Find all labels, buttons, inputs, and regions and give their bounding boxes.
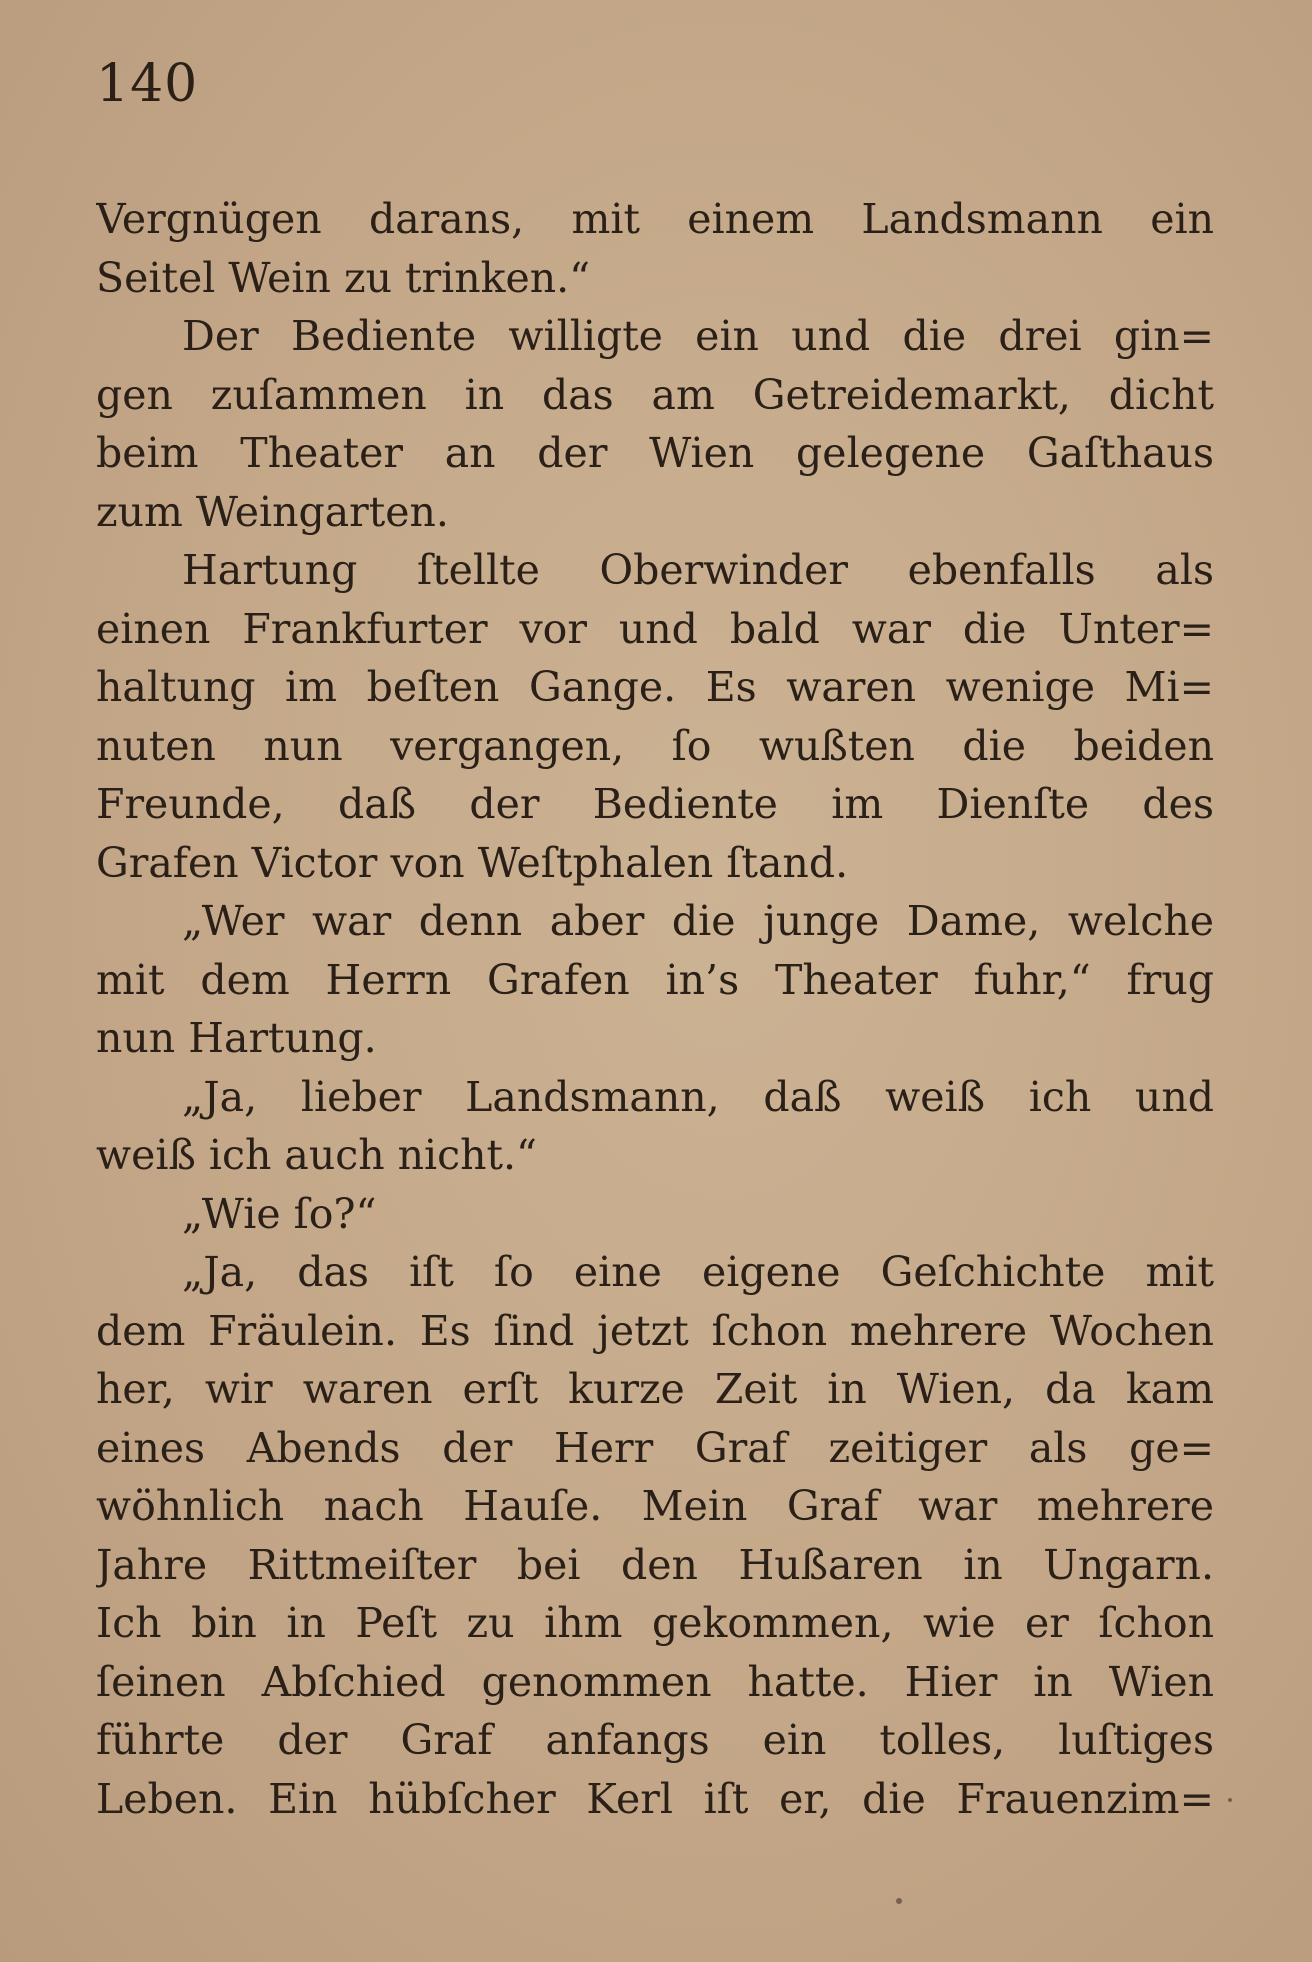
text-line: gen zuſammen in das am Getreidemarkt, dicht: [96, 370, 1214, 419]
text-line: „Wer war denn aber die junge Dame, welche: [182, 897, 1214, 945]
text-line: nuten nun vergangen, ſo wußten die beiden: [96, 721, 1214, 770]
text-line: Ich bin in Peſt zu ihm gekommen, wie er ſchon: [96, 1599, 1214, 1647]
text-line: mit dem Herrn Grafen in’s Theater fuhr,“ frug: [96, 955, 1214, 1004]
text-line: Grafen Victor von Weſtphalen ſtand.: [96, 838, 849, 887]
text-line: Seitel Wein zu trinken.“: [96, 253, 591, 302]
text-line: zum Weingarten.: [96, 487, 449, 536]
text-line: eines Abends der Herr Graf zeitiger als ge=: [96, 1423, 1214, 1472]
text-line: „Ja, lieber Landsmann, daß weiß ich und: [182, 1072, 1214, 1121]
text-line: Freunde, daß der Bediente im Dienſte des: [96, 780, 1214, 828]
text-line: dem Fräulein. Es ſind jetzt ſchon mehrere Wochen: [96, 1306, 1214, 1355]
text-line: weiß ich auch nicht.“: [96, 1131, 538, 1179]
text-line: haltung im beſten Gange. Es waren wenige Mi=: [96, 663, 1214, 711]
text-line: her, wir waren erſt kurze Zeit in Wien, da kam: [96, 1365, 1214, 1413]
text-line: wöhnlich nach Hauſe. Mein Graf war mehrere: [96, 1482, 1214, 1530]
text-line: Jahre Rittmeiſter bei den Hußaren in Ungarn.: [96, 1540, 1214, 1589]
text-line: „Wie ſo?“: [182, 1189, 377, 1238]
text-line: Hartung ſtellte Oberwinder ebenfalls als: [182, 546, 1214, 594]
text-line: ſeinen Abſchied genommen hatte. Hier in Wien: [96, 1657, 1214, 1706]
text-line: „Ja, das iſt ſo eine eigene Geſchichte mit: [182, 1248, 1214, 1296]
text-line: führte der Graf anfangs ein tolles, luſtiges: [96, 1716, 1214, 1764]
text-line: Vergnügen darans, mit einem Landsmann ein: [96, 195, 1214, 243]
page-number: 140: [96, 54, 199, 114]
text-line: Der Bediente willigte ein und die drei gin=: [182, 312, 1214, 360]
text-line: nun Hartung.: [96, 1014, 377, 1062]
text-line: Leben. Ein hübſcher Kerl iſt er, die Frauenzim=: [96, 1774, 1214, 1823]
text-line: beim Theater an der Wien gelegene Gaſthaus: [96, 429, 1214, 477]
paper-speck: [896, 1898, 902, 1904]
text-line: einen Frankfurter vor und bald war die Unter=: [96, 604, 1214, 653]
paper-speck: [1228, 1798, 1232, 1802]
body-text: [96, 190, 1214, 1828]
